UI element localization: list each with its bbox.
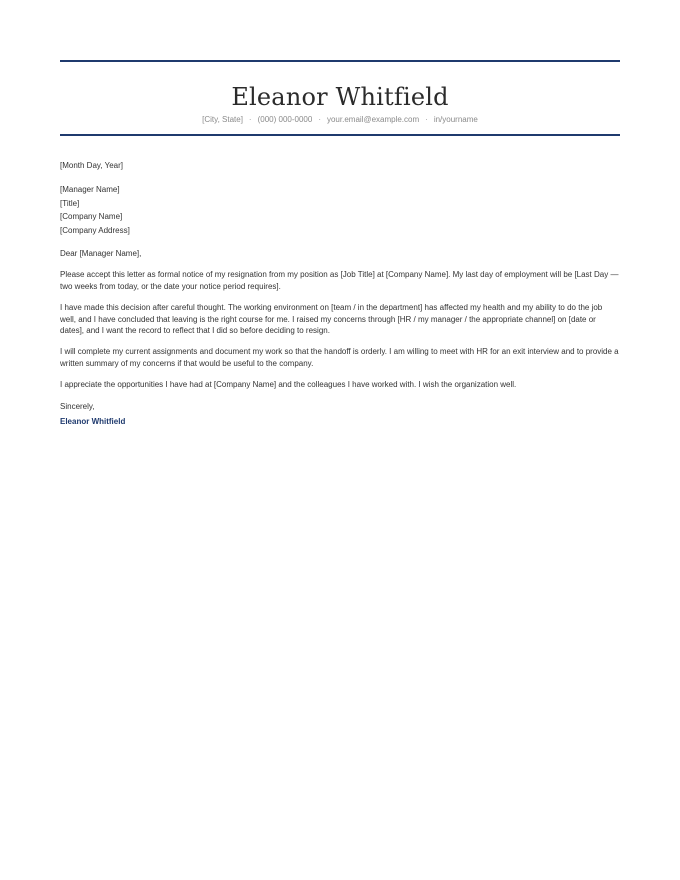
contact-line bbox=[60, 115, 620, 125]
recipient-address: [Company Address] bbox=[60, 225, 130, 235]
header-top-rule bbox=[60, 60, 620, 62]
paragraph-handoff: I will complete my current assignments and document my work so that the handoff is orderly. I am willing to meet with HR for an exit interview and to provide a written summary of my concerns if that would be useful to the company. bbox=[60, 347, 619, 368]
salutation: Dear [Manager Name], bbox=[60, 249, 142, 259]
letter-body bbox=[60, 160, 620, 428]
contact-separator: · bbox=[318, 115, 321, 124]
recipient-title: [Title] bbox=[60, 198, 80, 208]
recipient-company: [Company Name] bbox=[60, 212, 123, 222]
contact-separator: · bbox=[425, 115, 428, 124]
sender-name: Eleanor Whitfield bbox=[231, 83, 449, 111]
paragraph-reason: I have made this decision after careful thought. The working environment on [team / in the department] has affected my health and my ability to do the job well, and I have concluded that leaving is the right course for me. I raised my concerns through [HR / my manager / the appropriate channel] on [date or dates], and I want the record to reflect that I did so before deciding to resign. bbox=[60, 303, 603, 336]
paragraph-appreciation: I appreciate the opportunities I have had at [Company Name] and the colleagues I have worked with. I wish the organization well. bbox=[60, 380, 517, 390]
closing: Sincerely, bbox=[60, 401, 95, 411]
contact-linkedin: in/yourname bbox=[433, 115, 478, 124]
letter-page bbox=[60, 0, 620, 428]
contact-separator: · bbox=[248, 115, 252, 124]
paragraph-notice: Please accept this letter as formal notice of my resignation from my position as [Job Title] at [Company Name]. My last day of employment will be [Last Day — two weeks from today, or the date your notice period requires]. bbox=[60, 270, 619, 291]
header-bottom-rule bbox=[60, 134, 620, 136]
contact-email: your.email@example.com bbox=[326, 115, 420, 124]
recipient-name: [Manager Name] bbox=[60, 185, 120, 195]
recipient-block bbox=[60, 183, 620, 237]
contact-location: [City, State] bbox=[202, 115, 243, 124]
letter-date: [Month Day, Year] bbox=[60, 161, 123, 170]
contact-phone: (000) 000-0000 bbox=[257, 115, 313, 124]
signature: Eleanor Whitfield bbox=[60, 417, 126, 427]
